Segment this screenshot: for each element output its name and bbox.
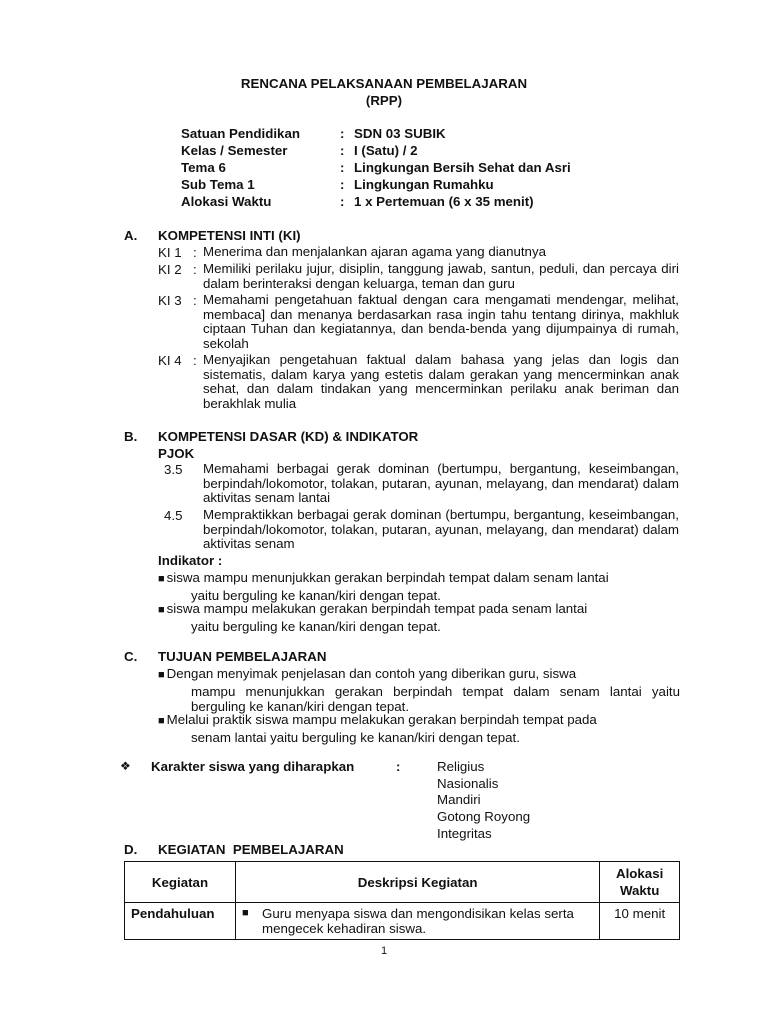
kd-code: 4.5 xyxy=(164,508,183,523)
section-b-letter: B. xyxy=(124,429,138,444)
table-header-row xyxy=(125,862,680,903)
kd-text: Mempraktikkan berbagai gerak dominan (bertumpu, bergantung, keseimbangan, berpindah/lokomotor, tolakan, putaran, ayunan, melayang, dan mendarat) dalam aktivitas senam xyxy=(203,507,679,551)
header-kegiatan: Kegiatan xyxy=(125,862,236,903)
subject-label: PJOK xyxy=(158,446,195,461)
ki-colon: : xyxy=(193,293,197,308)
identity-label: Sub Tema 1 xyxy=(181,177,255,192)
section-b-title: KOMPETENSI DASAR (KD) & INDIKATOR xyxy=(158,429,419,444)
section-c-title: TUJUAN PEMBELAJARAN xyxy=(158,649,327,664)
square-bullet-icon: ■ xyxy=(158,573,165,585)
section-d-title: KEGIATAN PEMBELAJARAN xyxy=(158,842,344,857)
objective-text-cont: mampu menunjukkan gerakan berpindah tempat dalam senam lantai yaitu berguling ke kanan/kiri dengan tepat. xyxy=(191,683,680,714)
identity-value: SDN 03 SUBIK xyxy=(354,126,446,141)
identity-value: Lingkungan Rumahku xyxy=(354,177,494,192)
objective-text: Dengan menyimak penjelasan dan contoh yang diberikan guru, siswa xyxy=(166,666,577,681)
cell-waktu: 10 menit xyxy=(600,903,680,940)
indicator-text: siswa mampu menunjukkan gerakan berpindah tempat dalam senam lantai xyxy=(166,570,609,585)
identity-label: Tema 6 xyxy=(181,160,226,175)
kd-code: 3.5 xyxy=(164,462,183,477)
cell-kegiatan: Pendahuluan xyxy=(125,903,236,940)
square-bullet-icon: ■ xyxy=(158,669,165,681)
karakter-list xyxy=(437,759,530,843)
document-subtitle: (RPP) xyxy=(365,93,403,108)
page-number: 1 xyxy=(380,945,388,957)
karakter-value: Mandiri xyxy=(437,792,481,808)
identity-label: Satuan Pendidikan xyxy=(181,126,300,141)
header-deskripsi: Deskripsi Kegiatan xyxy=(236,862,600,903)
karakter-value: Integritas xyxy=(437,825,492,841)
square-bullet-icon: ■ xyxy=(242,907,249,919)
square-bullet-icon: ■ xyxy=(158,715,165,727)
ki-code: KI 4 xyxy=(158,353,182,368)
indicator-text: siswa mampu melakukan gerakan berpindah tempat pada senam lantai xyxy=(166,601,588,616)
objective-item xyxy=(158,712,680,745)
ki-colon: : xyxy=(193,262,197,277)
indicator-item xyxy=(158,570,680,603)
karakter-colon: : xyxy=(396,759,401,774)
section-a-title: KOMPETENSI INTI (KI) xyxy=(158,228,301,243)
identity-colon: : xyxy=(340,160,345,175)
objective-text: Melalui praktik siswa mampu melakukan gerakan berpindah tempat pada xyxy=(166,712,597,727)
header-alokasi: Alokasi Waktu xyxy=(600,862,680,903)
ki-text: Menerima dan menjalankan ajaran agama yang dianutnya xyxy=(203,244,546,259)
objective-item xyxy=(158,666,680,715)
indicator-text-cont: yaitu berguling ke kanan/kiri dengan tepat. xyxy=(191,587,441,603)
identity-value: 1 x Pertemuan (6 x 35 menit) xyxy=(354,194,534,209)
karakter-label: Karakter siswa yang diharapkan xyxy=(151,759,355,774)
ki-text: Memahami pengetahuan faktual dengan cara mengamati mendengar, melihat, membaca] dan menanya berdasarkan rasa ingin tahu tentang dirinya, makhluk ciptaan Tuhan dan kegiatannya, dan benda-benda yang dijumpainya di rumah, sekolah xyxy=(203,292,679,351)
identity-value: Lingkungan Bersih Sehat dan Asri xyxy=(354,160,571,175)
table-row xyxy=(125,903,680,940)
indicator-title: Indikator : xyxy=(158,553,223,568)
identity-colon: : xyxy=(340,143,345,158)
objective-text-cont: senam lantai yaitu berguling ke kanan/kiri dengan tepat. xyxy=(191,729,520,745)
identity-label: Kelas / Semester xyxy=(181,143,288,158)
section-d-letter: D. xyxy=(124,842,138,857)
cell-deskripsi-text: Guru menyapa siswa dan mengondisikan kelas serta mengecek kehadiran siswa. xyxy=(262,906,574,936)
section-a-letter: A. xyxy=(124,228,138,243)
diamond-bullet-icon: ❖ xyxy=(120,759,131,773)
document-title: RENCANA PELAKSANAAN PEMBELAJARAN xyxy=(240,76,528,91)
indicator-text-cont: yaitu berguling ke kanan/kiri dengan tepat. xyxy=(191,618,441,634)
karakter-value: Nasionalis xyxy=(437,775,499,791)
ki-colon: : xyxy=(193,353,197,368)
kd-text: Memahami berbagai gerak dominan (bertumpu, bergantung, keseimbangan, berpindah/lokomotor, tolakan, putaran, ayunan, melayang, dan mendarat) dalam aktivitas senam lantai xyxy=(203,461,679,505)
cell-deskripsi xyxy=(236,903,600,940)
identity-colon: : xyxy=(340,126,345,141)
karakter-value: Religius xyxy=(437,759,485,774)
identity-colon: : xyxy=(340,194,345,209)
ki-text: Menyajikan pengetahuan faktual dalam bahasa yang jelas dan logis dan sistematis, dalam karya yang estetis dalam gerakan yang mencerminkan anak sehat, dan dalam tindakan yang mencerminkan perilaku anak beriman dan berakhlak mulia xyxy=(203,352,679,411)
ki-code: KI 3 xyxy=(158,293,182,308)
karakter-value: Gotong Royong xyxy=(437,809,531,825)
indicator-item xyxy=(158,601,680,634)
ki-text: Memiliki perilaku jujur, disiplin, tanggung jawab, santun, peduli, dan percaya diri dalam berinteraksi dengan keluarga, teman dan guru xyxy=(203,261,679,291)
section-c-letter: C. xyxy=(124,649,138,664)
activity-table xyxy=(124,861,680,940)
identity-value: I (Satu) / 2 xyxy=(354,143,418,158)
ki-colon: : xyxy=(193,245,197,260)
ki-code: KI 1 xyxy=(158,245,182,260)
identity-colon: : xyxy=(340,177,345,192)
identity-label: Alokasi Waktu xyxy=(181,194,272,209)
square-bullet-icon: ■ xyxy=(158,604,165,616)
ki-code: KI 2 xyxy=(158,262,182,277)
